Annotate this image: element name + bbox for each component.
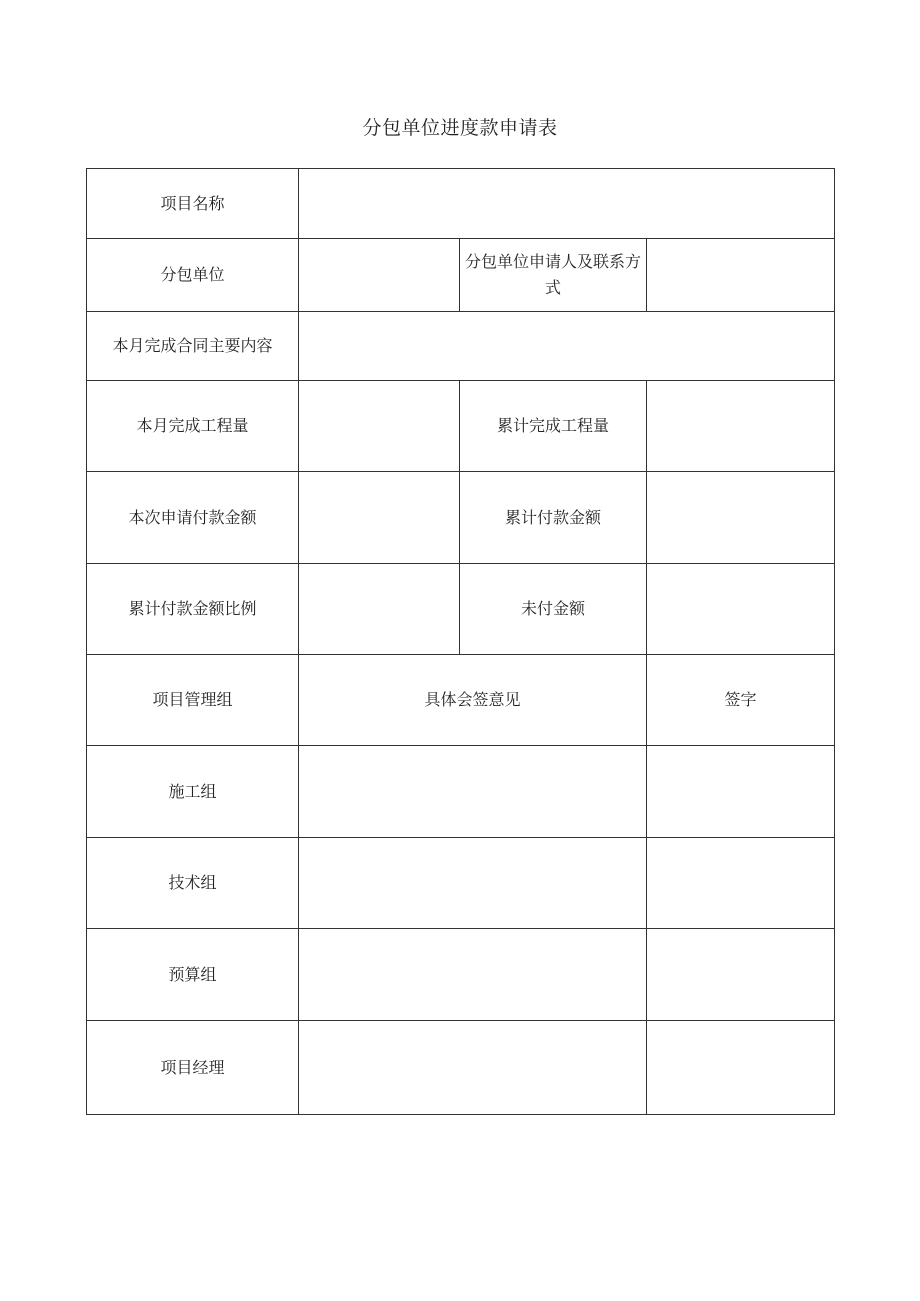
applicant-contact-label: 分包单位申请人及联系方式 (460, 239, 647, 312)
current-payment-label: 本次申请付款金额 (87, 472, 299, 564)
row-project-manager (87, 1021, 835, 1115)
construction-group-signature-field[interactable] (647, 746, 835, 838)
project-manager-opinion-field[interactable] (299, 1021, 647, 1115)
row-main-contract-content (87, 312, 835, 381)
technical-group-label: 技术组 (87, 838, 299, 929)
budget-group-label: 预算组 (87, 929, 299, 1021)
payment-ratio-label: 累计付款金额比例 (87, 564, 299, 655)
budget-group-opinion-field[interactable] (299, 929, 647, 1021)
management-group-label: 项目管理组 (87, 655, 299, 746)
row-technical-group (87, 838, 835, 929)
row-construction-group (87, 746, 835, 838)
main-contract-content-label: 本月完成合同主要内容 (87, 312, 299, 381)
project-manager-label: 项目经理 (87, 1021, 299, 1115)
subcontractor-label: 分包单位 (87, 239, 299, 312)
project-name-field[interactable] (299, 169, 835, 239)
current-payment-field[interactable] (299, 472, 460, 564)
unpaid-amount-field[interactable] (647, 564, 835, 655)
technical-group-opinion-field[interactable] (299, 838, 647, 929)
project-manager-signature-field[interactable] (647, 1021, 835, 1115)
signature-header: 签字 (647, 655, 835, 746)
monthly-work-label: 本月完成工程量 (87, 381, 299, 472)
application-form-table (86, 168, 835, 1115)
budget-group-signature-field[interactable] (647, 929, 835, 1021)
row-payment (87, 472, 835, 564)
cumulative-payment-field[interactable] (647, 472, 835, 564)
row-subcontractor (87, 239, 835, 312)
opinion-header: 具体会签意见 (299, 655, 647, 746)
row-management-header (87, 655, 835, 746)
subcontractor-field[interactable] (299, 239, 460, 312)
unpaid-amount-label: 未付金额 (460, 564, 647, 655)
main-contract-content-field[interactable] (299, 312, 835, 381)
technical-group-signature-field[interactable] (647, 838, 835, 929)
row-payment-ratio (87, 564, 835, 655)
construction-group-label: 施工组 (87, 746, 299, 838)
project-name-label: 项目名称 (87, 169, 299, 239)
monthly-work-field[interactable] (299, 381, 460, 472)
cumulative-work-field[interactable] (647, 381, 835, 472)
page-title: 分包单位进度款申请表 (362, 117, 558, 139)
cumulative-work-label: 累计完成工程量 (460, 381, 647, 472)
row-work-quantity (87, 381, 835, 472)
row-budget-group (87, 929, 835, 1021)
payment-ratio-field[interactable] (299, 564, 460, 655)
row-project-name (87, 169, 835, 239)
construction-group-opinion-field[interactable] (299, 746, 647, 838)
applicant-contact-field[interactable] (647, 239, 835, 312)
cumulative-payment-label: 累计付款金额 (460, 472, 647, 564)
